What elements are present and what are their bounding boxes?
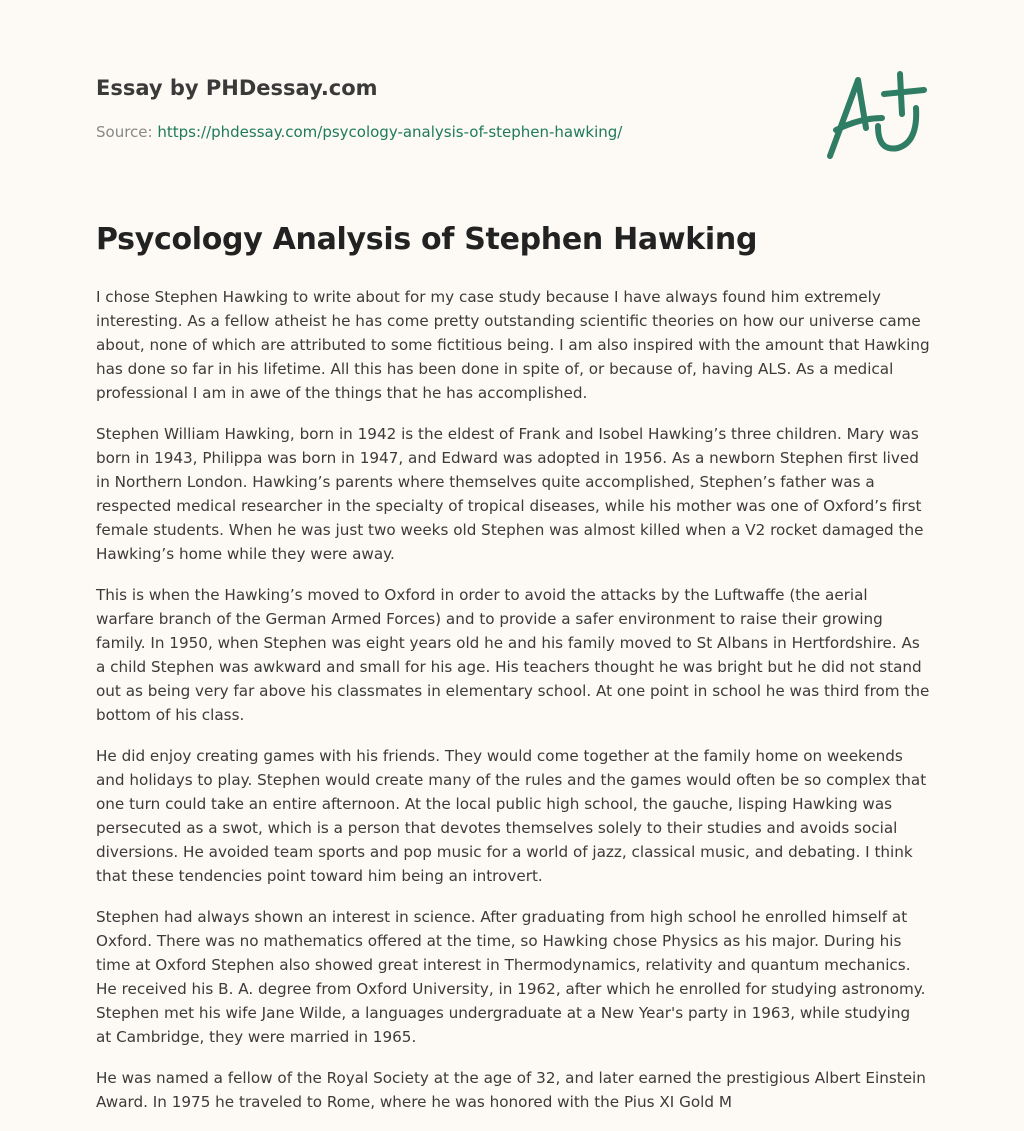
paragraph: This is when the Hawking’s moved to Oxford in order to avoid the attacks by the Luftwaffe (the aerial warfare branch of the German Armed Forces) and to provide a safer environment to raise their growing family. In 1950, when Stephen was eight years old he and his family moved to St Albans in Hertfordshire. As a child Stephen was awkward and small for his age. His teachers thought he was bright but he did not stand out as being very far above his classmates in elementary school. At one point in school he was third from the bottom of his class. xyxy=(96,586,930,724)
paragraph: Stephen William Hawking, born in 1942 is the eldest of Frank and Isobel Hawking’s three children. Mary was born in 1943, Philippa was born in 1947, and Edward was adopted in 1956. As a newborn Stephen first lived in Northern London. Hawking’s parents where themselves quite accomplished, Stephen’s father was a respected medical researcher in the specialty of tropical diseases, while his mother was one of Oxford’s first female students. When he was just two weeks old Stephen was almost killed when a V2 rocket damaged the Hawking’s home while they were away. xyxy=(96,425,924,563)
source-link[interactable]: https://phdessay.com/psycology-analysis-of-stephen-hawking/ xyxy=(157,123,623,141)
essay-title: Psycology Analysis of Stephen Hawking xyxy=(96,222,758,257)
a-plus-logo-icon xyxy=(820,68,930,164)
essay-body xyxy=(96,285,930,1131)
source-line xyxy=(96,123,622,141)
source-label: Source: xyxy=(96,123,153,141)
paragraph: Stephen had always shown an interest in science. After graduating from high school he enrolled himself at Oxford. There was no mathematics offered at the time, so Hawking chose Physics as his major. During his time at Oxford Stephen also showed great interest in Thermodynamics, relativity and quantum mechanics. He received his B. A. degree from Oxford University, in 1962, after which he enrolled for studying astronomy. Stephen met his wife Jane Wilde, a languages undergraduate at a New Year's party in 1963, while studying at Cambridge, they were married in 1965. xyxy=(96,908,926,1046)
paragraph: I chose Stephen Hawking to write about for my case study because I have always found him extremely interesting. As a fellow atheist he has come pretty outstanding scientific theories on how our universe came about, none of which are attributed to some fictitious being. I am also inspired with the amount that Hawking has done so far in his lifetime. All this has been done in spite of, or because of, having ALS. As a medical professional I am in awe of the things that he has accomplished. xyxy=(96,288,930,402)
site-title: Essay by PHDessay.com xyxy=(96,76,378,100)
paragraph: He was named a fellow of the Royal Society at the age of 32, and later earned the prestigious Albert Einstein Award. In 1975 he traveled to Rome, where he was honored with the Pius XI Gold M xyxy=(96,1069,926,1111)
paragraph: He did enjoy creating games with his friends. They would come together at the family home on weekends and holidays to play. Stephen would create many of the rules and the games would often be so complex that one turn could take an entire afternoon. At the local public high school, the gauche, lisping Hawking was persecuted as a swot, which is a person that devotes themselves solely to their studies and avoids social diversions. He avoided team sports and pop music for a world of jazz, classical music, and debating. I think that these tendencies point toward him being an introvert. xyxy=(96,747,927,885)
